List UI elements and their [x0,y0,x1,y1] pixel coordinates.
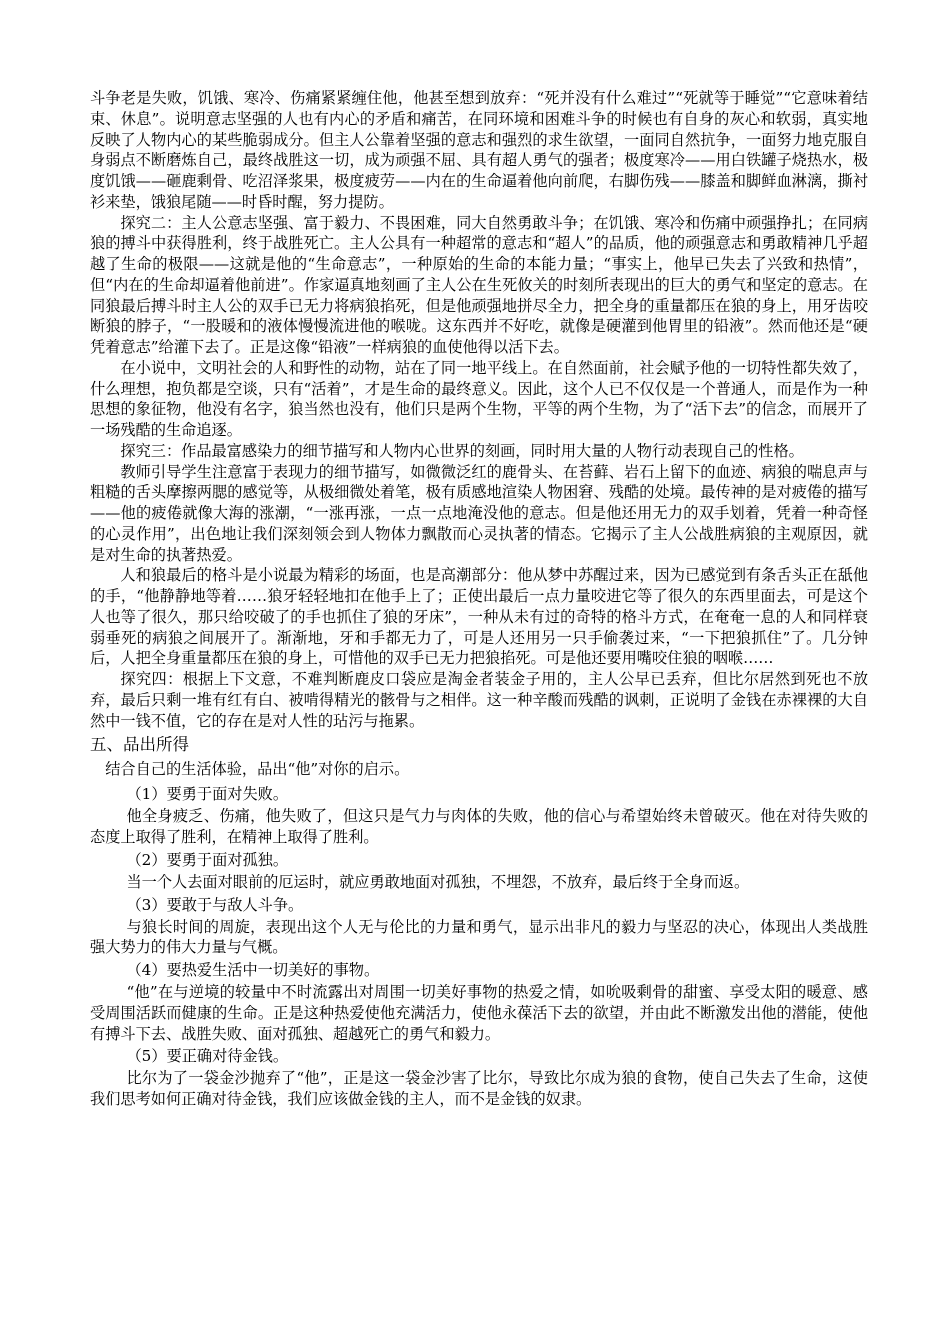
section-heading: 五、品出所得 [90,735,189,755]
point-body: 比尔为了一袋金沙抛弃了“他”，正是这一袋金沙害了比尔，导致比尔成为狼的食物，使自己失去了生命，这使我们思考如何正确对待金钱，我们应该做金钱的主人，而不是金钱的奴隶。 [90,1069,868,1108]
point-body: 当一个人去面对眼前的厄运时，就应勇敢地面对孤独，不埋怨，不放弃，最后终于全身而返。 [126,872,750,891]
paragraph: 在小说中，文明社会的人和野性的动物，站在了同一地平线上。在自然面前，社会赋予他的一切特性都失效了，什么理想，抱负都是空谈，只有“活着”，才是生命的最终意义。因此，这个人已不仅仅是一个普通人，而是作为一种思想的象征物，他没有名字，狼当然也没有，他们只是两个生物，平等的两个生物，为了“活下去”的信念，而展开了一场残酷的生命追逐。 [90,358,868,439]
paragraph-exploration-2: 探究二：主人公意志坚强、富于毅力、不畏困难，同大自然勇敢斗争；在饥饿、寒冷和伤痛中顽强挣扎；在同病狼的搏斗中获得胜利，终于战胜死亡。主人公具有一种超常的意志和“超人”的品质，他的顽强意志和勇敢精神几乎超越了生命的极限——这就是他的“生命意志”，一种原始的生命的本能力量；“事实上，他早已失去了兴致和热情”，但“内在的生命却逼着他前进”。作家逼真地刻画了主人公在生死攸关的时刻所表现出的巨大的勇气和坚定的意志。在同狼最后搏斗时主人公的双手已无力将病狼掐死，但是他顽强地拼尽全力，把全身的重量都压在狼的身上，用牙齿咬断狼的脖子，“一股暖和的液体慢慢流进他的喉咙。这东西并不好吃，就像是硬灌到他胃里的铅液”。然而他还是“硬凭着意志”给灌下去了。正是这像“铅液”一样病狼的血使他得以活下去。 [90,213,868,356]
paragraph-exploration-3: 探究三：作品最富感染力的细节描写和人物内心世界的刻画，同时用大量的人物行动表现自己的性格。 [120,441,804,460]
point-body: 与狼长时间的周旋，表现出这个人无与伦比的力量和勇气，显示出非凡的毅力与坚忍的决心，体现出人类战胜强大势力的伟大力量与气概。 [90,917,868,957]
point-title: （5）要正确对待金钱。 [126,1047,289,1066]
section-prompt: 结合自己的生活体验，品出“他”对你的启示。 [105,760,410,779]
paragraph: 人和狼最后的格斗是小说最为精彩的场面，也是高潮部分：他从梦中苏醒过来，因为已感觉到有条舌头正在舐他的手，“他静静地等着……狼牙轻轻地扣在他手上了；正使出最后一点力量咬进它等了很久的东西里面去，可是这个人也等了很久，那只给咬破了的手也抓住了狼的牙床”，一种从未有过的奇特的格斗方式，在奄奄一息的人和同样衰弱垂死的病狼之间展开了。渐渐地，牙和手都无力了，可是人还用另一只手偷袭过来，“一下把狼抓住”了。几分钟后，人把全身重量都压在狼的身上，可惜他的双手已无力把狼掐死。可是他还要用嘴咬住狼的咽喉…… [90,566,868,668]
paragraph: 斗争老是失败，饥饿、寒冷、伤痛紧紧缠住他，他甚至想到放弃：“死并没有什么难过”“死就等于睡觉”“它意味着结束、休息”。说明意志坚强的人也有内心的矛盾和痛苦，在同环境和困难斗争的时候也有自身的灰心和软弱，真实地反映了人物内心的某些脆弱成分。但主人公靠着坚强的意志和强烈的求生欲望，一面同自然抗争，一面努力地克服自身弱点不断磨炼自己，最终战胜这一切，成为顽强不屈、具有超人勇气的强者；极度寒冷——用白铁罐子烧热水，极度饥饿——砸鹿剩骨、吃沼泽浆果，极度疲劳——内在的生命逼着他向前爬，右脚伤残——膝盖和脚鲜血淋漓，撕衬衫来垫，饿狼尾随——时昏时醒，努力提防。 [90,89,868,211]
point-title: （1）要勇于面对失败。 [126,785,289,804]
point-title: （2）要勇于面对孤独。 [126,850,289,869]
point-body: 他全身疲乏、伤痛，他失败了，但这只是气力与肉体的失败，他的信心与希望始终未曾破灭。他在对待失败的态度上取得了胜利，在精神上取得了胜利。 [90,807,868,846]
paragraph: 教师引导学生注意富于表现力的细节描写，如微微泛红的鹿骨头、在苔藓、岩石上留下的血迹、病狼的喘息声与粗糙的舌头摩擦两腮的感觉等，从极细微处着笔，极有质感地渲染人物困窘、残酷的处境。最传神的是对疲倦的描写——他的疲倦就像大海的涨潮，“一涨再涨，一点一点地淹没他的意志。但是他还用无力的双手划着，凭着一种奇怪的心灵作用”，出色地让我们深刻领会到人物体力飘散而心灵执著的情态。它揭示了主人公战胜病狼的主观原因，就是对生命的执著热爱。 [90,462,868,564]
paragraph-exploration-4: 探究四：根据上下文意，不难判断鹿皮口袋应是淘金者装金子用的，主人公早已丢弃，但比尔居然到死也不放弃，最后只剩一堆有红有白、被啃得精光的骸骨与之相伴。这一种辛酸而残酷的讽刺，正说明了金钱在赤裸裸的大自然中一钱不值，它的存在是对人性的玷污与拖累。 [90,670,868,730]
point-title: （3）要敢于与敌人斗争。 [126,895,304,914]
document-page [90,88,868,1110]
point-body: “他”在与逆境的较量中不时流露出对周围一切美好事物的热爱之情，如吮吸剩骨的甜蜜、享受太阳的暖意、感受周围活跃而健康的生命。正是这种热爱使他充满活力，使他永葆活下去的欲望，并由此不断激发出他的潜能，使他有搏斗下去、战胜失败、面对孤独、超越死亡的勇气和毅力。 [90,983,868,1043]
point-title: （4）要热爱生活中一切美好的事物。 [126,961,380,979]
